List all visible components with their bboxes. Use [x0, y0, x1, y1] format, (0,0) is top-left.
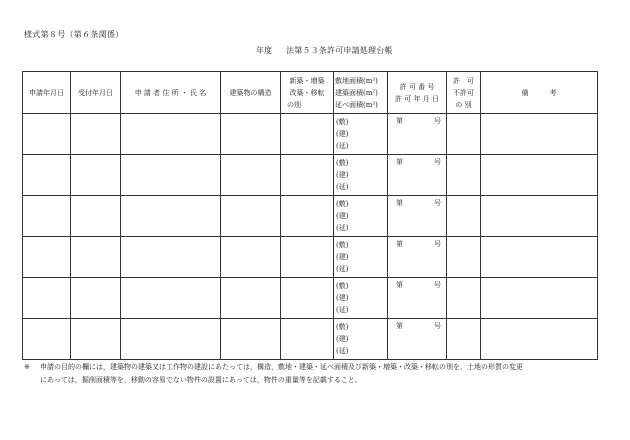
area-label: (延) [336, 265, 349, 273]
ledger-title: 法第５３条許可申請処理台帳 [286, 46, 393, 55]
cell-receipt-date[interactable] [71, 155, 121, 196]
header-construction-type-line: の別 [287, 100, 301, 109]
area-label: (敷) [336, 282, 349, 290]
permit-go-label: 号 [434, 281, 441, 289]
cell-application-date[interactable] [23, 155, 71, 196]
area-label: (建) [336, 212, 349, 220]
header-applicant: 申 請 者 住 所 ・ 氏 名 [121, 72, 221, 114]
area-label: (延) [336, 347, 349, 355]
permit-dai-label: 第 [396, 322, 403, 330]
cell-construction-type[interactable] [281, 319, 334, 360]
cell-applicant[interactable] [121, 114, 221, 155]
cell-applicant[interactable] [121, 237, 221, 278]
cell-receipt-date[interactable] [71, 237, 121, 278]
cell-construction-type[interactable] [281, 155, 334, 196]
area-label: (延) [336, 142, 349, 150]
cell-construction-type[interactable] [281, 196, 334, 237]
permit-go-label: 号 [434, 240, 441, 248]
cell-application-date[interactable] [23, 319, 71, 360]
cell-permit-number[interactable] [388, 278, 447, 319]
area-label: (建) [336, 253, 349, 261]
cell-permission[interactable] [447, 114, 481, 155]
header-row [23, 72, 598, 114]
area-label: (延) [336, 183, 349, 191]
header-areas [334, 72, 388, 114]
area-label: (建) [336, 335, 349, 343]
cell-receipt-date[interactable] [71, 196, 121, 237]
cell-receipt-date[interactable] [71, 114, 121, 155]
cell-remarks[interactable] [481, 237, 598, 278]
permit-dai-label: 第 [396, 281, 403, 289]
cell-structure[interactable] [221, 278, 281, 319]
header-permission-line: の 別 [455, 100, 472, 109]
cell-remarks[interactable] [481, 196, 598, 237]
permit-number-label [388, 239, 446, 249]
header-permission-line: 不許可 [453, 88, 474, 97]
header-permit-date-line: 許 可 年 月 日 [395, 94, 439, 103]
cell-applicant[interactable] [121, 196, 221, 237]
cell-applicant[interactable] [121, 155, 221, 196]
permit-number-label [388, 198, 446, 208]
footnote-mark: ※ [24, 363, 30, 371]
cell-structure[interactable] [221, 319, 281, 360]
cell-areas[interactable] [334, 237, 388, 278]
area-label: (敷) [336, 200, 349, 208]
cell-permission[interactable] [447, 155, 481, 196]
header-structure: 建築物の構造 [221, 72, 281, 114]
permit-dai-label: 第 [396, 117, 403, 125]
area-label: (敷) [336, 241, 349, 249]
ledger-body [23, 114, 598, 360]
cell-structure[interactable] [221, 237, 281, 278]
header-construction-type-line: 新築・増築 [289, 76, 325, 85]
header-construction-type-line: 改築・移転 [289, 88, 325, 97]
permit-number-label [388, 157, 446, 167]
cell-applicant[interactable] [121, 319, 221, 360]
cell-areas[interactable] [334, 278, 388, 319]
permit-go-label: 号 [434, 117, 441, 125]
cell-receipt-date[interactable] [71, 319, 121, 360]
area-label: (建) [336, 171, 349, 179]
permit-dai-label: 第 [396, 199, 403, 207]
header-site-area: 敷地面積(m²) [335, 76, 378, 85]
header-permit-number-line: 許 可 番 号 [399, 82, 435, 91]
footnote-line: にあっては，掘削面積等を，移動の容易でない物件の設置にあっては，物件の重量等を記載すること。 [40, 376, 362, 384]
permit-go-label: 号 [434, 158, 441, 166]
area-label: (延) [336, 306, 349, 314]
cell-applicant[interactable] [121, 278, 221, 319]
year-label: 年度 [256, 46, 272, 55]
ledger-table [22, 71, 598, 360]
cell-application-date[interactable] [23, 237, 71, 278]
cell-application-date[interactable] [23, 114, 71, 155]
area-label: (敷) [336, 159, 349, 167]
cell-areas[interactable] [334, 319, 388, 360]
header-construction-type [281, 72, 334, 114]
header-permission [447, 72, 481, 114]
cell-structure[interactable] [221, 114, 281, 155]
cell-application-date[interactable] [23, 278, 71, 319]
cell-areas[interactable] [334, 196, 388, 237]
cell-permit-number[interactable] [388, 196, 447, 237]
cell-areas[interactable] [334, 155, 388, 196]
table-row [23, 319, 598, 360]
permit-dai-label: 第 [396, 240, 403, 248]
cell-permit-number[interactable] [388, 237, 447, 278]
header-building-area: 建築面積(m²) [335, 88, 378, 97]
cell-permit-number[interactable] [388, 114, 447, 155]
header-remarks: 備 考 [481, 72, 598, 114]
permit-number-label [388, 280, 446, 290]
cell-remarks[interactable] [481, 319, 598, 360]
cell-remarks[interactable] [481, 155, 598, 196]
cell-construction-type[interactable] [281, 237, 334, 278]
table-row [23, 196, 598, 237]
header-receipt-date: 受付年月日 [71, 72, 121, 114]
permit-go-label: 号 [434, 322, 441, 330]
cell-remarks[interactable] [481, 114, 598, 155]
table-row [23, 114, 598, 155]
cell-permission[interactable] [447, 319, 481, 360]
cell-permission[interactable] [447, 278, 481, 319]
cell-structure[interactable] [221, 155, 281, 196]
cell-permit-number[interactable] [388, 155, 447, 196]
cell-receipt-date[interactable] [71, 278, 121, 319]
permit-dai-label: 第 [396, 158, 403, 166]
cell-permit-number[interactable] [388, 319, 447, 360]
header-total-floor-area: 延べ面積(m²) [335, 100, 378, 109]
cell-application-date[interactable] [23, 196, 71, 237]
area-label: (敷) [336, 118, 349, 126]
table-row [23, 155, 598, 196]
cell-permission[interactable] [447, 196, 481, 237]
header-permit-number [388, 72, 447, 114]
cell-permission[interactable] [447, 237, 481, 278]
cell-areas[interactable] [334, 114, 388, 155]
area-label: (建) [336, 294, 349, 302]
area-label: (敷) [336, 323, 349, 331]
permit-go-label: 号 [434, 199, 441, 207]
header-permission-line: 許 可 [453, 76, 474, 85]
permit-number-label [388, 116, 446, 126]
form-number: 様式第８号（第６条関係） [24, 30, 124, 39]
area-label: (延) [336, 224, 349, 232]
area-label: (建) [336, 130, 349, 138]
table-row [23, 278, 598, 319]
cell-construction-type[interactable] [281, 278, 334, 319]
header-application-date: 申請年月日 [23, 72, 71, 114]
cell-structure[interactable] [221, 196, 281, 237]
cell-remarks[interactable] [481, 278, 598, 319]
cell-construction-type[interactable] [281, 114, 334, 155]
footnote-line: 申請の目的の欄には，建築物の建築又は工作物の建設にあたっては，構造，敷地・建築・延べ面積及び新築・増築・改築・移転の別を，土地の形質の変更 [40, 363, 523, 371]
table-row [23, 237, 598, 278]
permit-number-label [388, 321, 446, 331]
